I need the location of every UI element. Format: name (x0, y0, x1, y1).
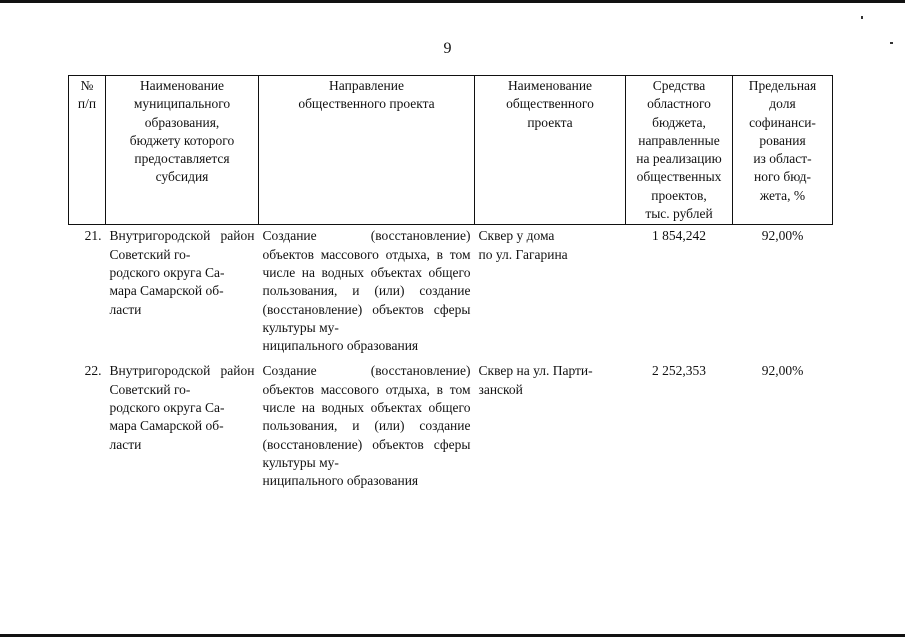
row-number: 21. (84, 228, 102, 244)
header-share: Предельная доля софинанси- рования из област- ного бюд- жета, % (733, 76, 833, 225)
table-header-row (69, 76, 833, 225)
subsidy-table (68, 75, 833, 490)
row-direction: Создание (восстановление) объектов массового отдыха, в том числе на водных объектах общего пользования, и (или) создание (восстановление) объектов сферы культуры му- ниципального образования (262, 363, 471, 489)
header-number: № п/п (69, 76, 106, 225)
scan-speck (861, 16, 863, 19)
header-project: Наименование общественного проекта (475, 76, 626, 225)
header-municipality: Наименование муниципального образования, бюджету которого предоставляется субсидия (106, 76, 259, 225)
header-direction: Направление общественного проекта (259, 76, 475, 225)
header-funds: Средства областного бюджета, направленные на реализацию общественных проектов, тыс. рублей (626, 76, 733, 225)
row-municipality: Внутригородской район Советский го- родского округа Са- мара Самарской об- ласти (109, 228, 255, 317)
row-share: 92,00% (761, 228, 804, 244)
row-funds: 1 854,242 (652, 228, 706, 244)
scan-top-border (0, 0, 905, 3)
page-number: 9 (443, 40, 452, 57)
table-row (69, 360, 833, 490)
row-municipality: Внутригородской район Советский го- родского округа Са- мара Самарской об- ласти (109, 363, 255, 452)
scan-bottom-border (0, 634, 905, 637)
row-project: Сквер на ул. Парти- занской (478, 363, 593, 397)
row-number: 22. (84, 363, 102, 379)
row-share: 92,00% (761, 363, 804, 379)
row-direction: Создание (восстановление) объектов массового отдыха, в том числе на водных объектах общего пользования, и (или) создание (восстановление) объектов сферы культуры му- ниципального образования (262, 228, 471, 354)
table-row (69, 225, 833, 361)
row-funds: 2 252,353 (652, 363, 706, 379)
row-project: Сквер у дома по ул. Гагарина (478, 228, 568, 262)
